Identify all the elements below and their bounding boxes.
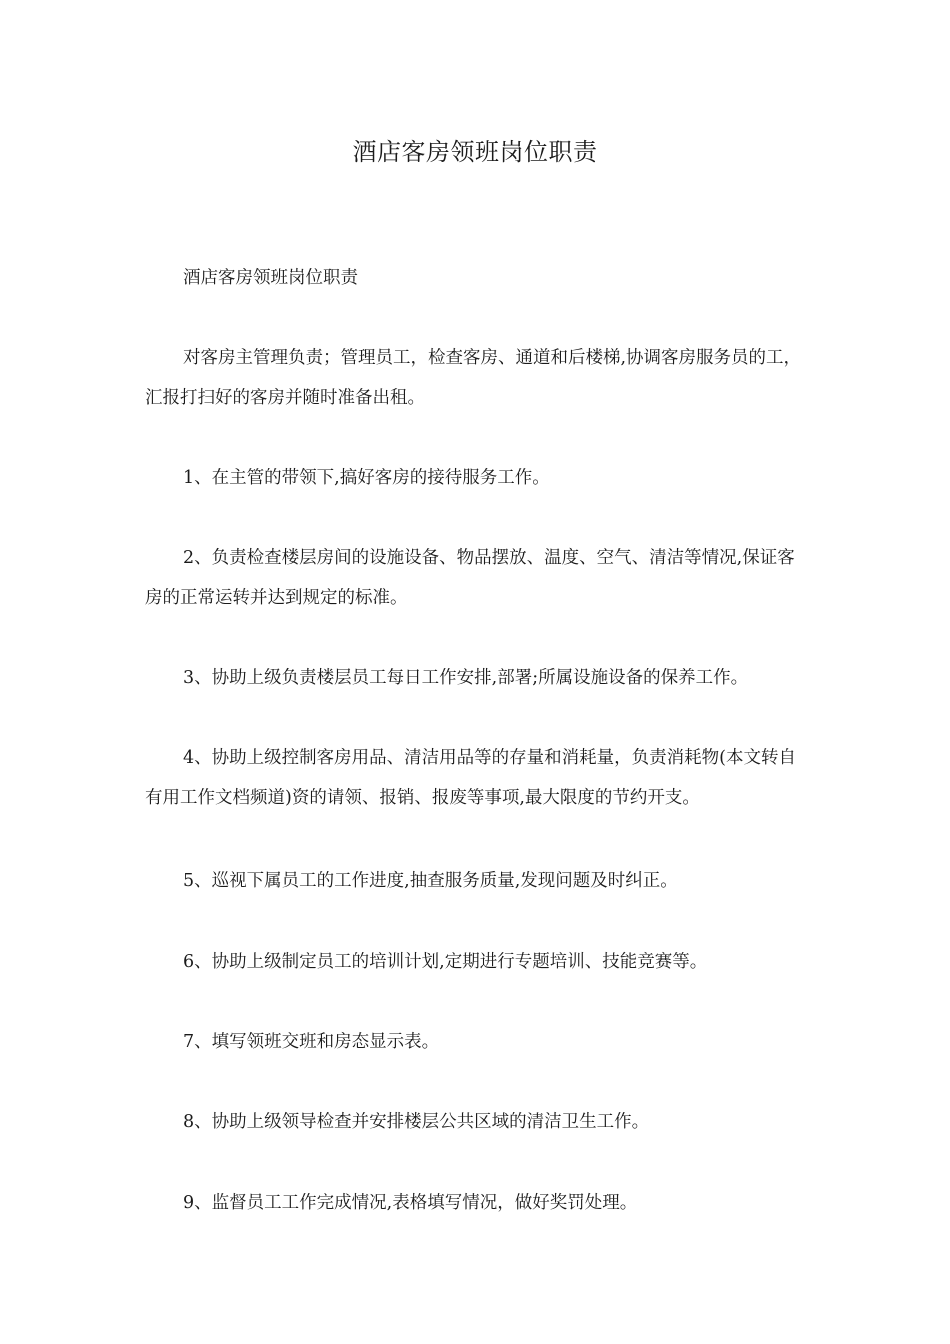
paragraph-subtitle: 酒店客房领班岗位职责 — [183, 268, 358, 288]
document-title: 酒店客房领班岗位职责 — [352, 138, 598, 166]
paragraph-item-7: 7、填写领班交班和房态显示表。 — [183, 1032, 440, 1052]
paragraph-item-6: 6、协助上级制定员工的培训计划,定期进行专题培训、技能竞赛等。 — [183, 952, 708, 972]
paragraph-item-9: 9、监督员工工作完成情况,表格填写情况，做好奖罚处理。 — [183, 1193, 638, 1213]
paragraph-item-3: 3、协助上级负责楼层员工每日工作安排,部署;所属设施设备的保养工作。 — [183, 668, 749, 688]
paragraph-item-8: 8、协助上级领导检查并安排楼层公共区域的清洁卫生工作。 — [183, 1112, 650, 1132]
paragraph-item-2: 2、负责检查楼层房间的设施设备、物品摆放、温度、空气、清洁等情况,保证客房的正常运转并达到规定的标准。 — [145, 548, 795, 608]
paragraph-item-5: 5、巡视下属员工的工作进度,抽查服务质量,发现问题及时纠正。 — [183, 871, 678, 891]
paragraph-item-4: 4、协助上级控制客房用品、清洁用品等的存量和消耗量，负责消耗物(本文转自有用工作文档频道)资的请领、报销、报废等事项,最大限度的节约开支。 — [145, 748, 796, 808]
paragraph-intro: 对客房主管理负责；管理员工，检查客房、通道和后楼梯,协调客房服务员的工，汇报打扫好的客房并随时准备出租。 — [145, 348, 802, 408]
paragraph-item-1: 1、在主管的带领下,搞好客房的接待服务工作。 — [183, 468, 550, 488]
